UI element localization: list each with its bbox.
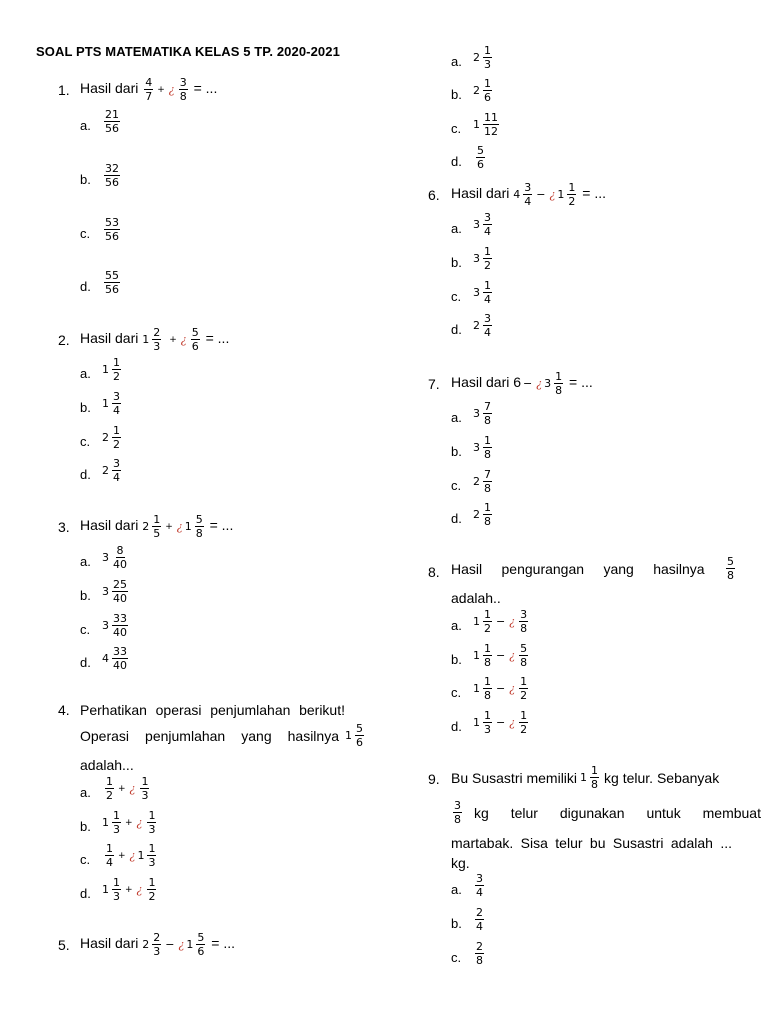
option-8a[interactable]: 1 $\frac{1}{2}$ − ¿ $\frac{3}{8}$ bbox=[473, 608, 528, 635]
option-label: c. bbox=[451, 950, 462, 965]
question-3-text bbox=[80, 513, 233, 540]
fraction: $\frac{3}{8}$ bbox=[179, 76, 187, 103]
option-9a[interactable]: $\frac{3}{4}$ bbox=[476, 872, 483, 899]
option-1c[interactable]: $\frac{53}{56}$ bbox=[105, 216, 119, 243]
option-label: b. bbox=[451, 916, 462, 931]
question-8-word: Hasil bbox=[451, 560, 483, 577]
option-label: a. bbox=[451, 618, 462, 633]
option-label: c. bbox=[451, 121, 462, 136]
question-4-line-2 bbox=[80, 722, 366, 749]
option-6b[interactable]: 3 $\frac{1}{2}$ bbox=[473, 245, 491, 272]
question-9-number: 9. bbox=[428, 771, 440, 787]
option-label: c. bbox=[80, 852, 91, 867]
equals-ellipsis: = ... bbox=[205, 330, 230, 347]
option-4b[interactable]: 1 $\frac{1}{3}$ + ¿ $\frac{1}{3}$ bbox=[102, 809, 156, 836]
option-label: a. bbox=[80, 785, 91, 800]
glyph-artifact: ¿ bbox=[168, 83, 175, 96]
option-label: c. bbox=[80, 622, 91, 637]
option-label: a. bbox=[451, 221, 462, 236]
question-7-expression: − ¿ 3 $\frac{1}{8}$ bbox=[523, 370, 563, 397]
option-1a[interactable]: $\frac{21}{56}$ bbox=[105, 108, 119, 135]
question-5-number: 5. bbox=[58, 937, 70, 953]
question-7-number: 7. bbox=[428, 376, 440, 392]
question-8-word: pengurangan bbox=[501, 560, 585, 577]
option-9b[interactable]: $\frac{2}{4}$ bbox=[476, 906, 483, 933]
question-6-text bbox=[451, 181, 606, 208]
option-2a[interactable]: 1 $\frac{1}{2}$ bbox=[102, 356, 120, 383]
page-title: SOAL PTS MATEMATIKA KELAS 5 TP. 2020-2021 bbox=[36, 44, 340, 59]
question-6-expression: 4 $\frac{3}{4}$ − ¿ 1 $\frac{1}{2}$ bbox=[513, 181, 576, 208]
equals-ellipsis: = ... bbox=[582, 185, 606, 202]
question-4-line-1: Perhatikan operasi penjumlahan berikut! bbox=[80, 702, 345, 718]
option-5b[interactable]: 2 $\frac{1}{6}$ bbox=[473, 77, 491, 104]
question-1-number: 1. bbox=[58, 82, 70, 98]
option-8d[interactable]: 1 $\frac{1}{3}$ − ¿ $\frac{1}{2}$ bbox=[473, 709, 528, 736]
option-6d[interactable]: 2 $\frac{3}{4}$ bbox=[473, 312, 491, 339]
option-label: b. bbox=[451, 87, 462, 102]
option-label: d. bbox=[451, 322, 462, 337]
option-4c[interactable]: $\frac{1}{4}$ + ¿ 1 $\frac{1}{3}$ bbox=[106, 842, 156, 869]
option-label: a. bbox=[451, 410, 462, 425]
option-label: d. bbox=[451, 719, 462, 734]
option-5a[interactable]: 2 $\frac{1}{3}$ bbox=[473, 44, 491, 71]
question-8-word: hasilnya bbox=[653, 560, 705, 577]
question-3-expression: 2 $\frac{1}{5}$ + ¿ 1 $\frac{5}{8}$ bbox=[142, 513, 203, 540]
equals-ellipsis: = ... bbox=[211, 935, 235, 952]
option-2d[interactable]: 2 $\frac{3}{4}$ bbox=[102, 457, 120, 484]
option-label: a. bbox=[451, 882, 462, 897]
option-3c[interactable]: 3 $\frac{33}{40}$ bbox=[102, 612, 127, 639]
option-label: a. bbox=[80, 118, 91, 133]
option-label: b. bbox=[451, 444, 462, 459]
question-2-label: Hasil dari bbox=[80, 330, 139, 347]
option-1b[interactable]: $\frac{32}{56}$ bbox=[105, 162, 119, 189]
option-label: d. bbox=[80, 886, 91, 901]
option-9c[interactable]: $\frac{2}{8}$ bbox=[476, 940, 483, 967]
option-2b[interactable]: 1 $\frac{3}{4}$ bbox=[102, 390, 120, 417]
option-5d[interactable]: $\frac{5}{6}$ bbox=[477, 144, 484, 171]
question-9-line-3: martabak. Sisa telur bu Susastri adalah ... bbox=[451, 835, 732, 851]
fraction: $\frac{4}{7}$ bbox=[145, 76, 153, 103]
option-label: a. bbox=[80, 366, 91, 381]
option-6a[interactable]: 3 $\frac{3}{4}$ bbox=[473, 211, 491, 238]
question-9-text: kg telur. Sebanyak bbox=[604, 769, 720, 786]
question-2-number: 2. bbox=[58, 332, 70, 348]
question-4-line-2-text: Operasi penjumlahan yang hasilnya bbox=[80, 727, 339, 744]
option-7c[interactable]: 2 $\frac{7}{8}$ bbox=[473, 468, 491, 495]
option-8b[interactable]: 1 $\frac{1}{8}$ − ¿ $\frac{5}{8}$ bbox=[473, 642, 528, 669]
option-label: b. bbox=[80, 172, 91, 187]
question-5-label: Hasil dari bbox=[80, 935, 139, 952]
option-label: c. bbox=[451, 685, 462, 700]
question-5-expression: 2 $\frac{2}{3}$ − ¿ 1 $\frac{5}{6}$ bbox=[142, 931, 205, 958]
option-3d[interactable]: 4 $\frac{33}{40}$ bbox=[102, 645, 127, 672]
option-8c[interactable]: 1 $\frac{1}{8}$ − ¿ $\frac{1}{2}$ bbox=[473, 675, 528, 702]
option-label: c. bbox=[451, 289, 462, 304]
question-6-number: 6. bbox=[428, 187, 440, 203]
option-label: c. bbox=[80, 434, 91, 449]
question-3-number: 3. bbox=[58, 519, 70, 535]
option-1d[interactable]: $\frac{55}{56}$ bbox=[105, 269, 119, 296]
question-9-line-1 bbox=[451, 764, 761, 791]
question-9-line-2 bbox=[451, 799, 761, 826]
option-5c[interactable]: 1 $\frac{11}{12}$ bbox=[473, 111, 498, 138]
option-label: b. bbox=[451, 255, 462, 270]
option-label: d. bbox=[451, 511, 462, 526]
question-9-text: kg telur digunakan untuk membuat bbox=[474, 804, 761, 821]
question-4-number: 4. bbox=[58, 702, 70, 718]
option-2c[interactable]: 2 $\frac{1}{2}$ bbox=[102, 424, 120, 451]
plus-sign: + bbox=[157, 84, 165, 95]
option-3a[interactable]: 3 $\frac{8}{40}$ bbox=[102, 544, 127, 571]
option-label: b. bbox=[80, 400, 91, 415]
question-8-line-1 bbox=[451, 555, 737, 582]
question-2-text bbox=[80, 326, 229, 353]
equals-ellipsis: = ... bbox=[193, 80, 218, 97]
question-7-text bbox=[451, 370, 593, 397]
question-6-label: Hasil dari bbox=[451, 185, 510, 202]
question-8-line-2: adalah.. bbox=[451, 590, 501, 606]
question-7-label: Hasil dari 6 bbox=[451, 374, 522, 391]
question-5-text bbox=[80, 931, 235, 958]
option-label: d. bbox=[80, 655, 91, 670]
question-1-expression bbox=[142, 76, 189, 103]
option-label: a. bbox=[80, 554, 91, 569]
question-1-text bbox=[80, 76, 217, 103]
question-8-word: yang bbox=[603, 560, 634, 577]
option-7a[interactable]: 3 $\frac{7}{8}$ bbox=[473, 400, 491, 427]
option-label: d. bbox=[80, 467, 91, 482]
question-4-target: 1 $\frac{5}{6}$ bbox=[345, 722, 363, 749]
option-3b[interactable]: 3 $\frac{25}{40}$ bbox=[102, 578, 127, 605]
option-label: b. bbox=[80, 588, 91, 603]
option-label: c. bbox=[451, 478, 462, 493]
question-8-number: 8. bbox=[428, 564, 440, 580]
question-9-text: Bu Susastri memiliki bbox=[451, 769, 578, 786]
option-label: b. bbox=[80, 819, 91, 834]
option-6c[interactable]: 3 $\frac{1}{4}$ bbox=[473, 279, 491, 306]
question-4-line-3: adalah... bbox=[80, 757, 134, 773]
question-9-amount: 1 $\frac{1}{8}$ bbox=[580, 764, 599, 791]
question-3-label: Hasil dari bbox=[80, 517, 139, 534]
option-label: b. bbox=[451, 652, 462, 667]
option-label: d. bbox=[451, 154, 462, 169]
question-8-target: $\frac{5}{8}$ bbox=[726, 555, 734, 582]
question-9-used: $\frac{3}{8}$ bbox=[454, 799, 461, 826]
option-7d[interactable]: 2 $\frac{1}{8}$ bbox=[473, 501, 491, 528]
question-9-line-4: kg. bbox=[451, 855, 470, 871]
question-2-expression: 1 $\frac{2}{3}$ + ¿ $\frac{5}{6}$ bbox=[142, 326, 199, 353]
equals-ellipsis: = ... bbox=[209, 517, 234, 534]
option-4a[interactable]: $\frac{1}{2}$ + ¿ $\frac{1}{3}$ bbox=[106, 775, 149, 802]
equals-ellipsis: = ... bbox=[569, 374, 593, 391]
option-7b[interactable]: 3 $\frac{1}{8}$ bbox=[473, 434, 491, 461]
option-label: d. bbox=[80, 279, 91, 294]
option-label: c. bbox=[80, 226, 91, 241]
question-1-label: Hasil dari bbox=[80, 80, 139, 97]
option-label: a. bbox=[451, 54, 462, 69]
option-4d[interactable]: 1 $\frac{1}{3}$ + ¿ $\frac{1}{2}$ bbox=[102, 876, 156, 903]
